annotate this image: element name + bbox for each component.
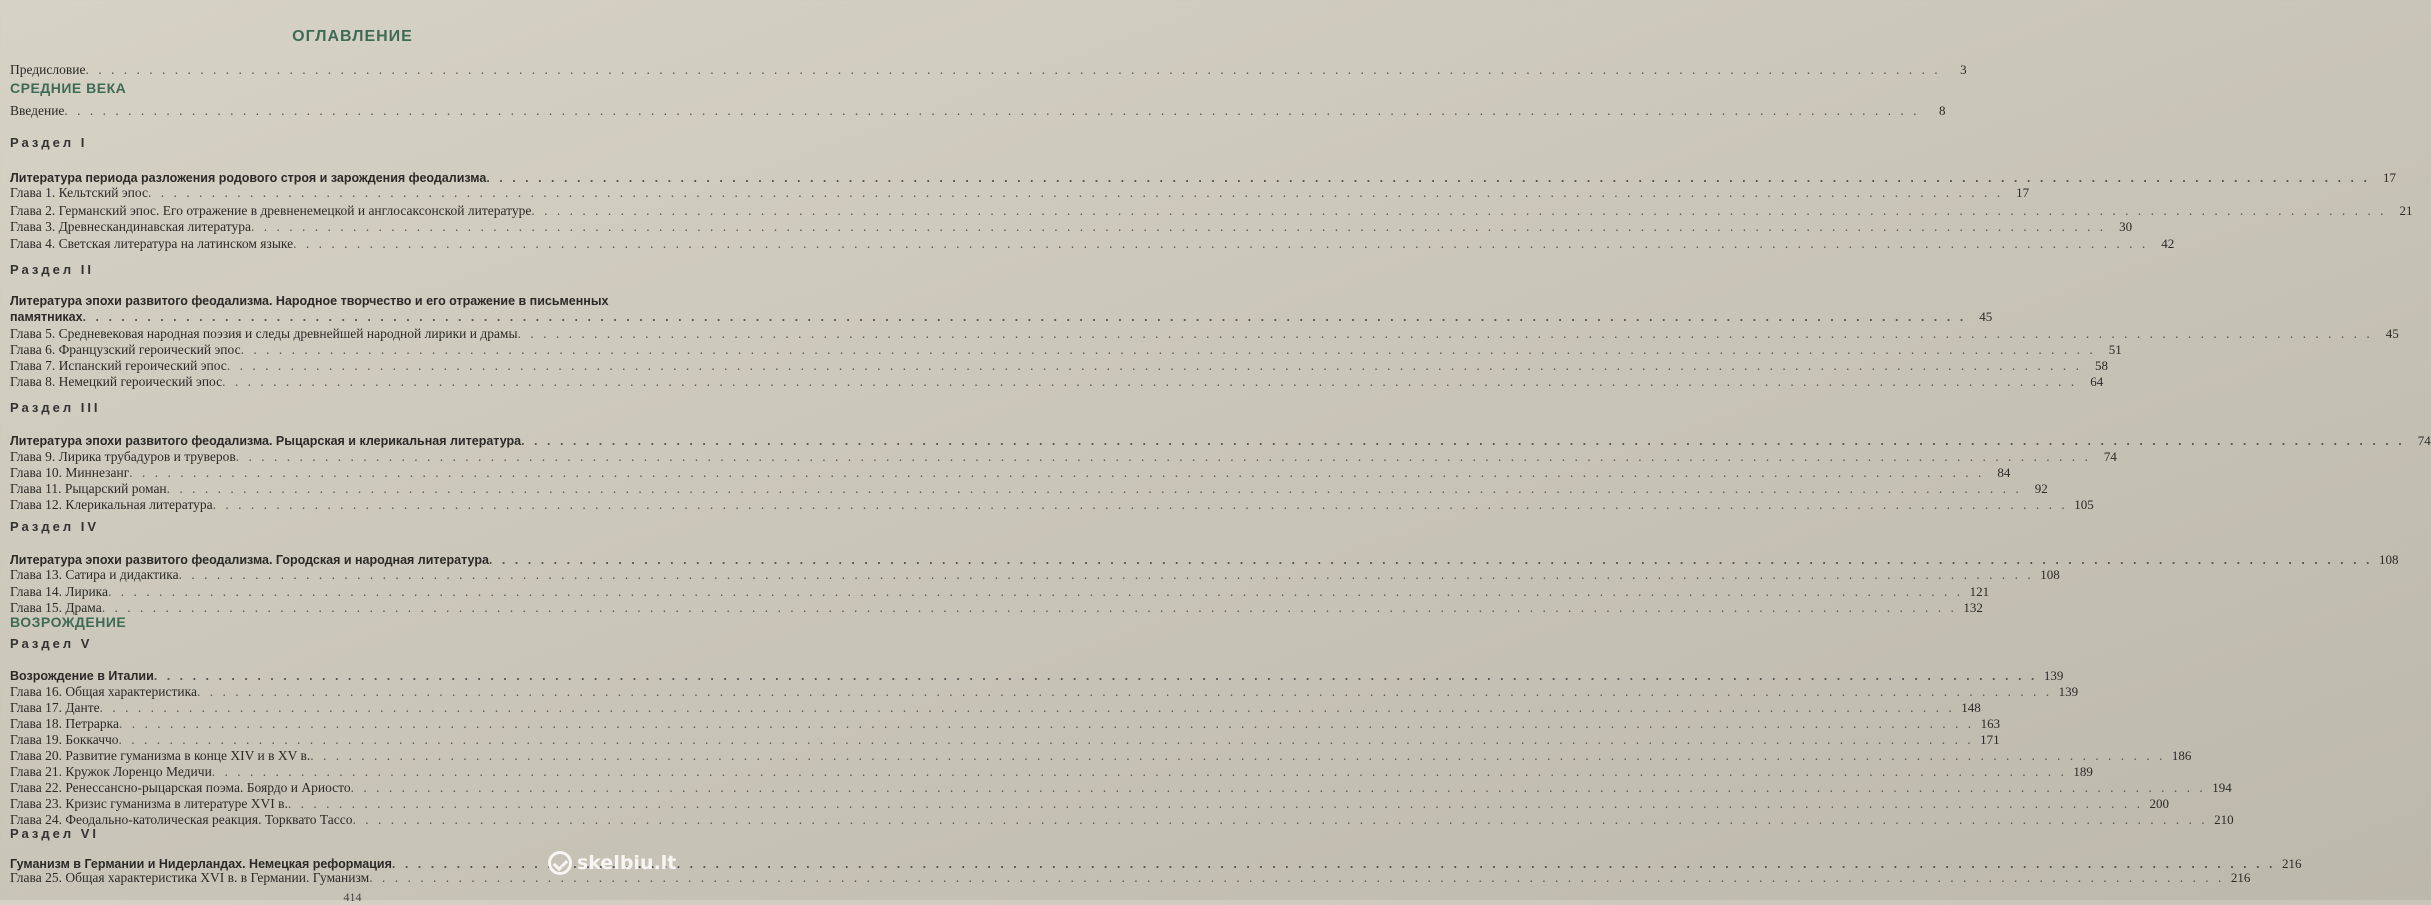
watermark-text: skelbiu.lt (577, 852, 677, 874)
toc-entry-section-3-main: Литература эпохи развитого феодализма. Рыцарская и клерикальная литература . . . 74 (10, 433, 685, 449)
toc-entry-chapter-12: Глава 12. Клерикальная литература . . . 105 (10, 497, 685, 513)
section-heading-6: Раздел VI (10, 826, 99, 841)
toc-entry-chapter-8: Глава 8. Немецкий героический эпос . . . 64 (10, 374, 685, 390)
part-heading-middle-ages: СРЕДНИЕ ВЕКА (10, 80, 127, 96)
toc-title: ОГЛАВЛЕНИЕ (292, 28, 413, 45)
page-number: 414 (343, 890, 362, 904)
section-heading-2: Раздел II (10, 262, 94, 277)
toc-entry-chapter-15: Глава 15. Драма . . . 132 (10, 600, 685, 616)
toc-entry-chapter-3: Глава 3. Древнескандинавская литература . . . 30 (10, 219, 685, 235)
toc-entry-chapter-16: Глава 16. Общая характеристика . . . 139 (10, 684, 685, 700)
watermark-logo (548, 848, 698, 878)
section-heading-3: Раздел III (10, 400, 101, 415)
toc-entry-chapter-4: Глава 4. Светская литература на латинском языке . . . 42 (10, 236, 685, 252)
toc-entry-section-4-main: Литература эпохи развитого феодализма. Городская и народная литература . . . 108 (10, 552, 685, 568)
part-heading-renaissance: ВОЗРОЖДЕНИЕ (10, 614, 127, 630)
toc-entry-section-6-main: Гуманизм в Германии и Нидерландах. Немецкая реформация . . . 216 (10, 856, 685, 872)
toc-entry-chapter-1: Глава 1. Кельтский эпос . . . 17 (10, 185, 685, 201)
toc-entry-chapter-9: Глава 9. Лирика трубадуров и труверов . . . 74 (10, 449, 685, 465)
toc-entry-chapter-6: Глава 6. Французский героический эпос . . . 51 (10, 342, 685, 358)
toc-entry-chapter-23: Глава 23. Кризис гуманизма в литературе XVI в. . . . 200 (10, 796, 685, 812)
toc-entry-introduction: Введение . . . 8 (10, 103, 685, 119)
toc-entry-chapter-17: Глава 17. Данте . . . 148 (10, 700, 685, 716)
toc-entry-section-1-main: Литература периода разложения родового строя и зарождения феодализма . . . 17 (10, 170, 685, 186)
toc-entry-chapter-11: Глава 11. Рыцарский роман . . . 92 (10, 481, 685, 497)
toc-entry-chapter-14: Глава 14. Лирика . . . 121 (10, 584, 685, 600)
toc-entry-chapter-24: Глава 24. Феодально-католическая реакция. Торквато Тассо . . . 210 (10, 812, 685, 828)
toc-entry-chapter-7: Глава 7. Испанский героический эпос . . . 58 (10, 358, 685, 374)
toc-entry-section-2-main: памятниках . . . 45 (10, 309, 685, 325)
toc-entry-chapter-22: Глава 22. Ренессансно-рыцарская поэма. Боярдо и Ариосто . . . 194 (10, 780, 685, 796)
toc-entry-chapter-5: Глава 5. Средневековая народная поэзия и следы древнейшей народной лирики и драмы . . . 45 (10, 326, 685, 342)
toc-entry-chapter-10: Глава 10. Миннезанг . . . 84 (10, 465, 685, 481)
toc-entry-chapter-2: Глава 2. Германский эпос. Его отражение в древненемецкой и англосаксонской литературе . . . 21 (10, 203, 685, 219)
section-heading-5: Раздел V (10, 636, 93, 651)
toc-entry-chapter-13: Глава 13. Сатира и дидактика . . . 108 (10, 567, 685, 583)
toc-entry-section-2-main-line1: Литература эпохи развитого феодализма. Народное творчество и его отражение в письменных (10, 294, 609, 308)
toc-entry-chapter-20: Глава 20. Развитие гуманизма в конце XIV и в XV в. . . . 186 (10, 748, 685, 764)
toc-entry-chapter-25: Глава 25. Общая характеристика XVI в. в Германии. Гуманизм . . . 216 (10, 870, 685, 886)
toc-entry-chapter-19: Глава 19. Боккаччо . . . 171 (10, 732, 685, 748)
toc-entry-chapter-18: Глава 18. Петрарка . . . 163 (10, 716, 685, 732)
toc-entry-chapter-21: Глава 21. Кружок Лоренцо Медичи . . . 189 (10, 764, 685, 780)
checkmark-icon (548, 851, 572, 875)
section-heading-4: Раздел IV (10, 519, 99, 534)
section-heading-1: Раздел I (10, 135, 88, 150)
toc-entry-preface: Предисловие . . . 3 (10, 62, 685, 78)
toc-entry-section-5-main: Возрождение в Италии . . . 139 (10, 668, 685, 684)
